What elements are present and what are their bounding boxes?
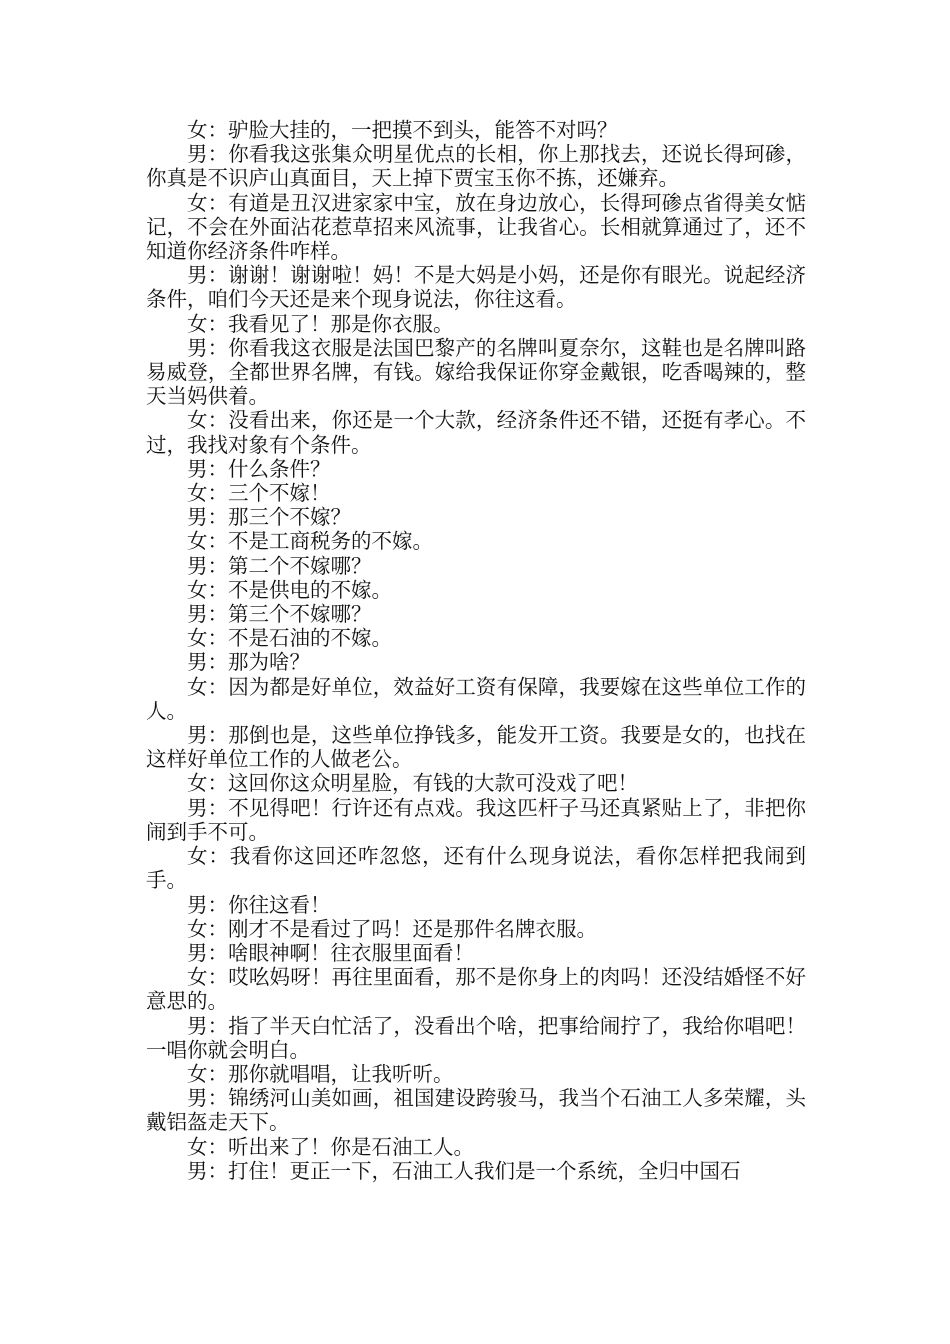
paragraph: 女：这回你这众明星脸，有钱的大款可没戏了吧！ xyxy=(187,771,638,796)
paragraph: 男：那三个不嫁？ xyxy=(187,505,351,530)
paragraph: 女：听出来了！你是石油工人。 xyxy=(187,1134,474,1159)
paragraph: 男：什么条件？ xyxy=(187,456,331,481)
paragraph: 女：不是工商税务的不嫁。 xyxy=(187,529,433,554)
paragraph: 男：指了半天白忙活了，没看出个啥，把事给闹拧了，我给你唱吧！一唱你就会明白。 xyxy=(146,1013,806,1062)
paragraph: 男：你往这看！ xyxy=(187,892,331,917)
paragraph: 男：你看我这张集众明星优点的长相，你上那找去，还说长得珂碜，你真是不识庐山真面目，天上掉下贾宝玉你不拣，还嫌弃。 xyxy=(146,142,806,191)
paragraph: 男：谢谢！谢谢啦！妈！不是大妈是小妈，还是你有眼光。说起经济条件，咱们今天还是来个现身说法，你往这看。 xyxy=(146,263,806,312)
paragraph: 女：驴脸大挂的，一把摸不到头，能答不对吗？ xyxy=(187,118,618,142)
paragraph: 男：那倒也是，这些单位挣钱多，能发开工资。我要是女的，也找在这样好单位工作的人做老公。 xyxy=(146,723,806,772)
paragraph: 女：三个不嫁！ xyxy=(187,481,331,506)
paragraph: 男：锦绣河山美如画，祖国建设跨骏马，我当个石油工人多荣耀，头戴铝盔走天下。 xyxy=(146,1086,806,1135)
paragraph: 女：不是石油的不嫁。 xyxy=(187,626,392,651)
paragraph: 女：没看出来，你还是一个大款，经济条件还不错，还挺有孝心。不过，我找对象有个条件。 xyxy=(146,408,806,457)
paragraph: 男：你看我这衣服是法国巴黎产的名牌叫夏奈尔，这鞋也是名牌叫路易威登，全都世界名牌，有钱。嫁给我保证你穿金戴银，吃香喝辣的，整天当妈供着。 xyxy=(146,335,806,409)
paragraph: 男：第三个不嫁哪？ xyxy=(187,602,372,627)
paragraph: 女：我看见了！那是你衣服。 xyxy=(187,311,454,336)
paragraph: 女：有道是丑汉进家家中宝，放在身边放心，长得珂碜点省得美女惦记，不会在外面沾花惹草招来风流事，让我省心。长相就算通过了，还不知道你经济条件咋样。 xyxy=(146,190,806,264)
paragraph: 男：那为啥？ xyxy=(187,650,310,675)
paragraph: 男：打住！更正一下，石油工人我们是一个系统，全归中国石 xyxy=(187,1158,741,1183)
paragraph: 女：刚才不是看过了吗！还是那件名牌衣服。 xyxy=(187,916,597,941)
paragraph: 女：不是供电的不嫁。 xyxy=(187,577,392,602)
paragraph: 男：不见得吧！行许还有点戏。我这匹杆子马还真紧贴上了，非把你闹到手不可。 xyxy=(146,795,806,844)
paragraph: 女：我看你这回还咋忽悠，还有什么现身说法，看你怎样把我闹到手。 xyxy=(146,844,806,893)
paragraph: 男：啥眼神啊！往衣服里面看！ xyxy=(187,940,474,965)
document-body xyxy=(146,118,806,1183)
paragraph: 男：第二个不嫁哪？ xyxy=(187,553,372,578)
paragraph: 女：哎吆妈呀！再往里面看，那不是你身上的肉吗！还没结婚怪不好意思的。 xyxy=(146,965,806,1014)
paragraph: 女：因为都是好单位，效益好工资有保障，我要嫁在这些单位工作的人。 xyxy=(146,674,806,723)
paragraph: 女：那你就唱唱，让我听听。 xyxy=(187,1061,454,1086)
